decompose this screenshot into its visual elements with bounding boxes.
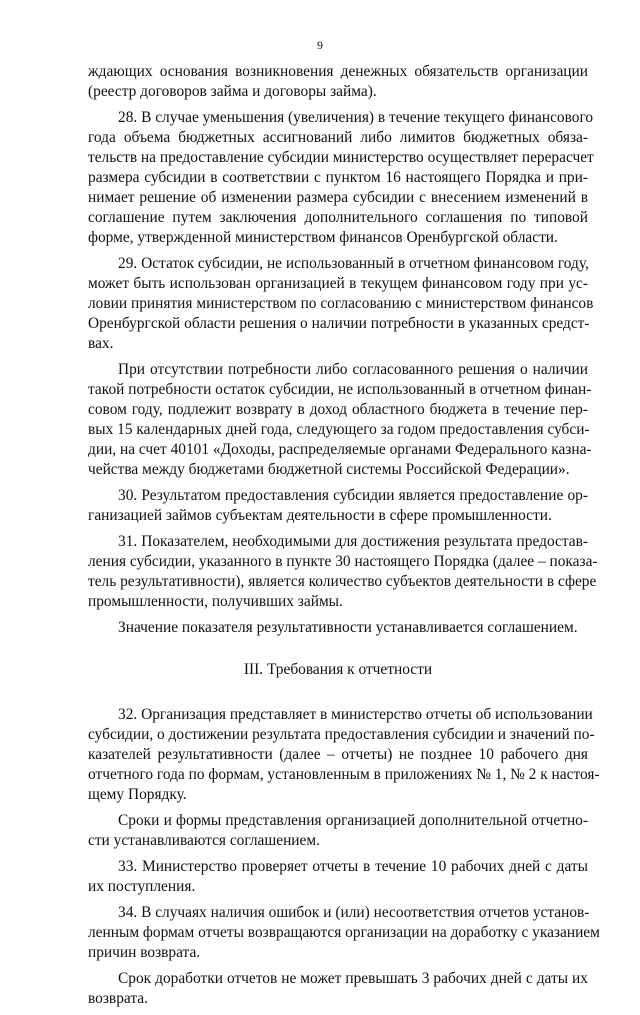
text-line: чейства между бюджетами бюджетной системы Российской Федерации». [88, 461, 570, 478]
text-line: форме, утвержденной министерством финансов Оренбургской области. [88, 229, 558, 246]
text-line: 32. Организация представляет в министерство отчеты об использовании [118, 706, 593, 723]
paragraph [88, 618, 588, 638]
text-line: Значение показателя результативности устанавливается соглашением. [118, 619, 578, 636]
section-heading: III. Требования к отчетности [243, 661, 433, 678]
paragraph [88, 108, 594, 248]
text-line: дии, на счет 40101 «Доходы, распределяемые органами Федерального казна- [88, 441, 592, 458]
text-line: 30. Результатом предоставления субсидии является предоставление ор- [118, 487, 588, 504]
paragraph-group-top [88, 62, 598, 638]
text-line: вах. [88, 335, 114, 352]
text-line: ждающих основания возникновения денежных обязательств организации [88, 63, 588, 80]
text-line: ленным формам отчеты возвращаются организации на доработку с указанием [88, 924, 600, 941]
text-line: 28. В случае уменьшения (увеличения) в течение текущего финансового [118, 109, 594, 126]
paragraph [88, 254, 594, 354]
document-body [88, 62, 600, 1015]
text-line: Оренбургской области решения о наличии потребности в указанных средст- [88, 315, 590, 332]
text-line: При отсутствии потребности либо согласованного решения о наличии [118, 361, 588, 378]
text-line: совом году, подлежит возврату в доход областного бюджета в течение пер- [88, 401, 588, 418]
text-line: их поступления. [88, 878, 196, 895]
text-line: тельств на предоставление субсидии министерство осуществляет перерасчет [88, 149, 594, 166]
text-line: отчетного года по формам, установленным в приложениях № 1, № 2 к настоя- [88, 766, 600, 783]
text-line: может быть использован организацией в текущем финансовом году при ус- [88, 275, 588, 292]
text-line: нимает решение об изменении размера субсидии с внесением изменений в [88, 189, 588, 206]
text-line: сти устанавливаются соглашением. [88, 832, 320, 849]
paragraph [88, 857, 588, 897]
text-line: субсидии, о достижении результата предоставления субсидии и значений по- [88, 726, 595, 743]
paragraph [88, 705, 600, 805]
text-line: Срок доработки отчетов не может превышать 3 рабочих дней с даты их [118, 970, 588, 987]
text-line: 33. Министерство проверяет отчеты в течение 10 рабочих дней с даты [118, 858, 588, 875]
text-line: Сроки и формы представления организацией дополнительной отчетно- [118, 812, 588, 829]
paragraph [88, 486, 588, 526]
paragraph [88, 360, 592, 480]
text-line: соглашение путем заключения дополнительного соглашения по типовой [88, 209, 588, 226]
paragraph-group-bottom [88, 705, 600, 1009]
text-line: щему Порядку. [88, 786, 187, 803]
text-line: возврата. [88, 990, 148, 1007]
paragraph [88, 969, 588, 1009]
paragraph [88, 62, 588, 102]
text-line: ления субсидии, указанного в пункте 30 настоящего Порядка (далее – показа- [88, 553, 598, 570]
paragraph [88, 811, 588, 851]
paragraph [88, 532, 598, 612]
text-line: промышленности, получивших займы. [88, 593, 343, 610]
text-line: размера субсидии в соответствии с пунктом 16 настоящего Порядка и при- [88, 169, 588, 186]
text-line: ганизацией займов субъектам деятельности в сфере промышленности. [88, 507, 552, 524]
text-line: года объема бюджетных ассигнований либо лимитов бюджетных обяза- [88, 129, 588, 146]
text-line: такой потребности остаток субсидии, не использованный в отчетном финан- [88, 381, 592, 398]
text-line: тель результативности), является количество субъектов деятельности в сфере [88, 573, 597, 590]
text-line: (реестр договоров займа и договоры займа). [88, 83, 377, 100]
text-line: казателей результативности (далее – отчеты) не позднее 10 рабочего дня [88, 746, 588, 763]
page-number: 9 [317, 38, 323, 52]
text-line: 31. Показателем, необходимыми для достижения результата предостав- [118, 533, 588, 550]
text-line: 34. В случаях наличия ошибок и (или) несоответствия отчетов установ- [118, 904, 590, 921]
text-line: вых 15 календарных дней года, следующего за годом предоставления субси- [88, 421, 590, 438]
text-line: причин возврата. [88, 944, 201, 961]
text-line: ловии принятия министерством по согласованию с министерством финансов [88, 295, 594, 312]
paragraph [88, 903, 600, 963]
text-line: 29. Остаток субсидии, не использованный в отчетном финансовом году, [118, 255, 589, 272]
